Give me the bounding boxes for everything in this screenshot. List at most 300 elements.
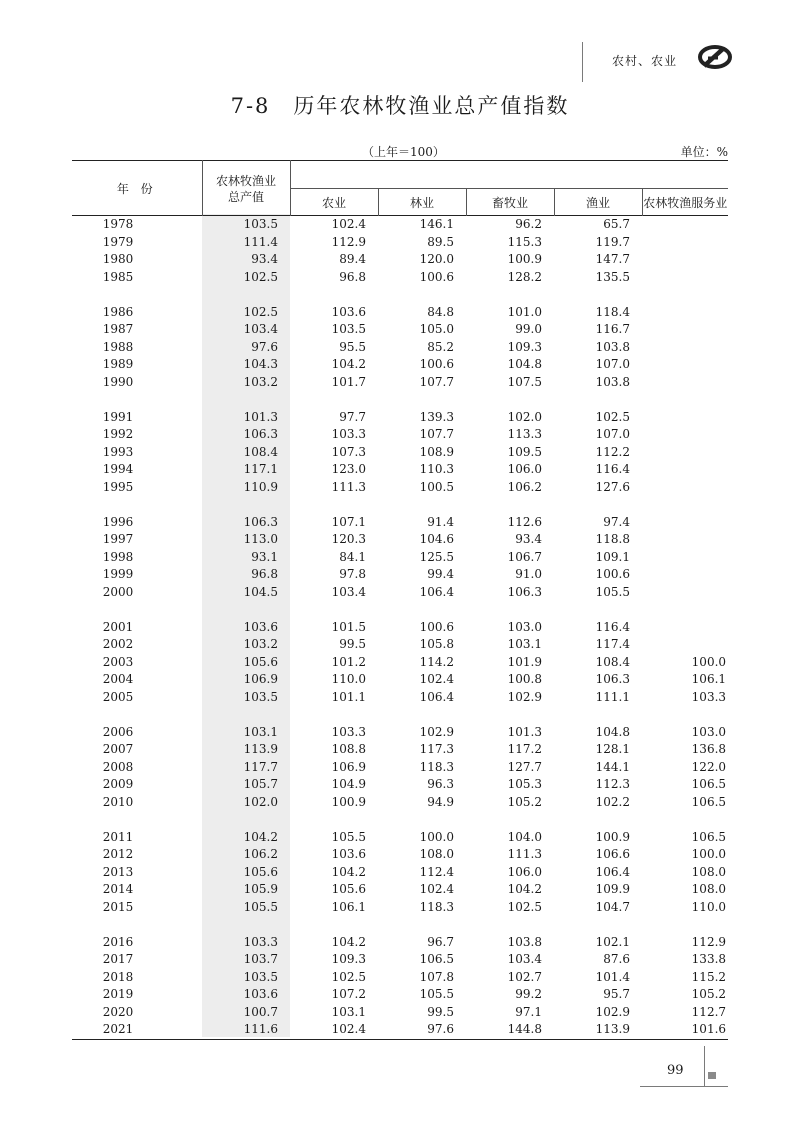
services-cell xyxy=(642,269,728,287)
forestry-cell: 100.6 xyxy=(419,357,454,371)
agriculture-cell: 103.4 xyxy=(331,584,366,599)
forestry-cell: 102.9 xyxy=(419,724,454,739)
fishery-cell: 118.8 xyxy=(595,532,630,546)
forestry-cell: 105.5 xyxy=(419,987,454,1001)
table-row xyxy=(72,1021,728,1039)
services-cell xyxy=(642,514,728,532)
footer-separator xyxy=(704,1046,705,1086)
table-row xyxy=(72,934,728,952)
services-cell: 110.0 xyxy=(691,899,727,914)
services-cell: 112.7 xyxy=(691,1004,727,1019)
total-cell: 102.5 xyxy=(243,269,278,284)
table-row xyxy=(72,356,728,374)
year-cell: 1986 xyxy=(102,304,134,319)
services-cell xyxy=(642,409,728,427)
forestry-cell: 106.5 xyxy=(419,952,454,966)
forestry-cell: 91.4 xyxy=(427,514,454,529)
fishery-cell: 102.5 xyxy=(595,409,630,424)
table-row xyxy=(72,1004,728,1022)
animal-husbandry-cell: 103.4 xyxy=(507,952,542,966)
forestry-cell: 94.9 xyxy=(427,794,454,809)
table-row xyxy=(72,829,728,847)
total-cell: 106.2 xyxy=(243,847,278,861)
year-cell: 2012 xyxy=(102,847,134,861)
forestry-cell: 107.7 xyxy=(419,427,454,441)
services-cell xyxy=(642,374,728,392)
animal-husbandry-cell: 103.1 xyxy=(507,637,542,651)
agriculture-cell: 109.3 xyxy=(331,952,366,966)
forestry-cell: 106.4 xyxy=(419,689,454,704)
index-table-container xyxy=(72,160,728,1040)
fishery-cell: 102.1 xyxy=(595,934,630,949)
services-cell xyxy=(642,321,728,339)
table-row xyxy=(72,321,728,339)
animal-husbandry-cell: 102.5 xyxy=(507,899,542,914)
agriculture-cell: 106.9 xyxy=(331,759,366,774)
services-cell: 136.8 xyxy=(691,742,727,756)
services-cell xyxy=(642,531,728,549)
services-header: 农林牧渔服务业 xyxy=(642,189,728,216)
forestry-cell: 117.3 xyxy=(419,742,454,756)
total-cell: 105.9 xyxy=(243,882,278,896)
total-cell: 105.6 xyxy=(243,864,278,879)
forestry-cell: 139.3 xyxy=(419,409,454,424)
animal-husbandry-cell: 102.9 xyxy=(507,689,542,704)
forestry-cell: 108.9 xyxy=(419,444,454,459)
services-cell xyxy=(642,566,728,584)
year-cell: 2010 xyxy=(102,794,134,809)
table-row xyxy=(72,444,728,462)
animal-husbandry-cell: 96.2 xyxy=(515,217,542,231)
agriculture-cell: 104.2 xyxy=(331,934,366,949)
agriculture-cell: 101.5 xyxy=(331,619,366,634)
total-cell: 97.6 xyxy=(251,339,278,354)
forestry-cell: 105.8 xyxy=(419,637,454,651)
page-marker-icon xyxy=(708,1072,716,1079)
table-row xyxy=(72,969,728,987)
services-cell: 100.0 xyxy=(691,654,727,669)
table-row xyxy=(72,759,728,777)
agriculture-cell: 104.2 xyxy=(331,864,366,879)
total-cell: 111.6 xyxy=(202,1021,290,1039)
total-cell: 105.7 xyxy=(243,777,278,791)
animal-husbandry-cell: 106.3 xyxy=(507,584,542,599)
animal-husbandry-cell: 101.3 xyxy=(507,724,542,739)
year-cell: 2009 xyxy=(102,777,134,791)
agriculture-cell: 103.1 xyxy=(331,1004,366,1019)
header-spacer xyxy=(290,161,728,189)
total-cell: 103.2 xyxy=(243,374,278,389)
services-cell: 112.9 xyxy=(691,934,727,949)
table-row xyxy=(72,671,728,689)
year-cell: 1994 xyxy=(102,462,134,476)
total-cell: 117.1 xyxy=(243,462,278,476)
total-cell: 104.2 xyxy=(243,829,278,844)
forestry-cell: 146.1 xyxy=(419,217,454,231)
total-cell: 106.9 xyxy=(243,672,278,686)
year-cell: 1996 xyxy=(102,514,134,529)
year-cell: 2006 xyxy=(102,724,134,739)
total-cell: 103.2 xyxy=(243,637,278,651)
table-title: 7-8 历年农林牧渔业总产值指数 xyxy=(230,94,570,118)
total-cell: 104.3 xyxy=(243,357,278,371)
agriculture-cell: 89.4 xyxy=(339,252,366,266)
year-cell: 2016 xyxy=(102,934,134,949)
fishery-cell: 128.1 xyxy=(595,742,630,756)
total-cell: 103.5 xyxy=(243,969,278,984)
total-cell: 102.0 xyxy=(243,794,278,809)
total-cell: 103.7 xyxy=(243,952,278,966)
table-row xyxy=(72,374,728,392)
table-row xyxy=(72,234,728,252)
fishery-cell: 116.4 xyxy=(595,462,630,476)
table-row xyxy=(72,654,728,672)
services-cell: 106.5 xyxy=(691,794,727,809)
forestry-cell: 100.6 xyxy=(419,619,454,634)
fishery-cell: 87.6 xyxy=(603,952,630,966)
agriculture-cell: 103.6 xyxy=(331,304,366,319)
agriculture-cell: 102.5 xyxy=(331,969,366,984)
group-spacer xyxy=(72,706,728,724)
fishery-cell: 113.9 xyxy=(554,1021,642,1039)
fishery-cell: 104.7 xyxy=(595,899,630,914)
forestry-cell: 105.0 xyxy=(419,322,454,336)
agriculture-cell: 105.5 xyxy=(331,829,366,844)
services-cell: 122.0 xyxy=(691,759,727,774)
total-cell: 106.3 xyxy=(243,514,278,529)
agriculture-cell: 99.5 xyxy=(339,637,366,651)
forestry-cell: 102.4 xyxy=(419,672,454,686)
total-cell: 93.4 xyxy=(251,252,278,266)
year-cell: 2017 xyxy=(102,952,134,966)
year-cell: 1993 xyxy=(102,444,134,459)
services-cell xyxy=(642,426,728,444)
fishery-cell: 97.4 xyxy=(603,514,630,529)
year-cell: 2014 xyxy=(102,882,134,896)
total-cell: 104.5 xyxy=(243,584,278,599)
year-cell: 1989 xyxy=(102,357,134,371)
animal-husbandry-cell: 128.2 xyxy=(507,269,542,284)
agriculture-cell: 107.3 xyxy=(331,444,366,459)
fishery-cell: 105.5 xyxy=(595,584,630,599)
agriculture-cell: 111.3 xyxy=(331,479,366,494)
table-row xyxy=(72,881,728,899)
services-cell: 103.0 xyxy=(691,724,727,739)
group-spacer xyxy=(72,496,728,514)
services-cell xyxy=(642,251,728,269)
forestry-cell: 120.0 xyxy=(419,252,454,266)
agriculture-cell: 110.0 xyxy=(331,672,366,686)
animal-husbandry-cell: 106.0 xyxy=(507,462,542,476)
forestry-cell: 107.8 xyxy=(419,969,454,984)
table-row xyxy=(72,426,728,444)
total-cell: 113.0 xyxy=(243,532,278,546)
table-row xyxy=(72,776,728,794)
forestry-cell: 104.6 xyxy=(419,532,454,546)
forestry-header: 林业 xyxy=(378,189,466,216)
animal-husbandry-cell: 91.0 xyxy=(515,567,542,581)
agriculture-cell: 120.3 xyxy=(331,532,366,546)
agriculture-cell: 103.5 xyxy=(331,322,366,336)
table-row xyxy=(72,549,728,567)
table-row xyxy=(72,479,728,497)
agriculture-cell: 103.3 xyxy=(331,724,366,739)
year-cell: 1987 xyxy=(102,322,134,336)
total-header-line2: 总产值 xyxy=(227,190,264,204)
total-cell: 106.3 xyxy=(243,427,278,441)
agriculture-cell: 107.1 xyxy=(331,514,366,529)
agriculture-header: 农业 xyxy=(290,189,378,216)
table-row xyxy=(72,689,728,707)
unit-label: 单位：% xyxy=(680,145,728,159)
fishery-cell: 107.0 xyxy=(595,357,630,371)
fishery-cell: 144.1 xyxy=(595,759,630,774)
animal-husbandry-cell: 107.5 xyxy=(507,374,542,389)
animal-husbandry-cell: 103.0 xyxy=(507,619,542,634)
fishery-cell: 135.5 xyxy=(595,269,630,284)
year-cell: 2015 xyxy=(102,899,134,914)
agriculture-cell: 102.4 xyxy=(331,217,366,231)
year-cell: 2001 xyxy=(102,619,134,634)
total-cell: 103.4 xyxy=(243,322,278,336)
animal-husbandry-cell: 93.4 xyxy=(515,532,542,546)
services-cell: 106.5 xyxy=(691,829,727,844)
year-cell: 2004 xyxy=(102,672,134,686)
animal-husbandry-cell: 97.1 xyxy=(515,1004,542,1019)
total-cell: 100.7 xyxy=(243,1004,278,1019)
animal-husbandry-cell: 106.0 xyxy=(507,864,542,879)
animal-husbandry-cell: 111.3 xyxy=(507,847,542,861)
year-cell: 1992 xyxy=(102,427,134,441)
fishery-cell: 119.7 xyxy=(595,234,630,249)
fishery-cell: 117.4 xyxy=(595,637,630,651)
agriculture-cell: 103.3 xyxy=(331,427,366,441)
agriculture-cell: 101.2 xyxy=(331,654,366,669)
year-cell: 2019 xyxy=(102,987,134,1001)
fishery-cell: 127.6 xyxy=(595,479,630,494)
table-row xyxy=(72,269,728,287)
animal-husbandry-cell: 104.8 xyxy=(507,357,542,371)
services-cell xyxy=(642,636,728,654)
agriculture-cell: 107.2 xyxy=(331,987,366,1001)
table-row xyxy=(72,251,728,269)
group-spacer xyxy=(72,391,728,409)
total-cell: 103.6 xyxy=(243,987,278,1001)
year-cell: 2021 xyxy=(72,1021,202,1039)
services-cell xyxy=(642,461,728,479)
fishery-cell: 112.2 xyxy=(595,444,630,459)
statistics-logo-icon xyxy=(698,44,732,70)
table-row xyxy=(72,304,728,322)
total-cell: 105.5 xyxy=(243,899,278,914)
total-cell: 93.1 xyxy=(251,549,278,564)
services-cell xyxy=(642,216,728,234)
animal-husbandry-cell: 99.0 xyxy=(515,322,542,336)
total-cell: 102.5 xyxy=(243,304,278,319)
total-cell: 101.3 xyxy=(243,409,278,424)
services-cell xyxy=(642,234,728,252)
animal-husbandry-cell: 105.2 xyxy=(507,794,542,809)
total-cell: 96.8 xyxy=(251,567,278,581)
forestry-cell: 114.2 xyxy=(419,654,454,669)
forestry-cell: 97.6 xyxy=(378,1021,466,1039)
services-cell xyxy=(642,356,728,374)
agriculture-cell: 97.7 xyxy=(339,409,366,424)
forestry-cell: 102.4 xyxy=(419,882,454,896)
table-body xyxy=(72,216,728,1040)
animal-husbandry-cell: 101.0 xyxy=(507,304,542,319)
table-row xyxy=(72,846,728,864)
year-cell: 1991 xyxy=(102,409,134,424)
year-cell: 2020 xyxy=(102,1004,134,1019)
agriculture-cell: 108.8 xyxy=(331,742,366,756)
forestry-cell: 100.6 xyxy=(419,269,454,284)
fishery-cell: 106.4 xyxy=(595,864,630,879)
table-row xyxy=(72,986,728,1004)
forestry-cell: 118.3 xyxy=(419,899,454,914)
agriculture-cell: 102.4 xyxy=(290,1021,378,1039)
fishery-cell: 103.8 xyxy=(595,374,630,389)
table-row xyxy=(72,636,728,654)
forestry-cell: 96.3 xyxy=(427,777,454,791)
agriculture-cell: 100.9 xyxy=(331,794,366,809)
total-cell: 110.9 xyxy=(243,479,278,494)
year-cell: 1990 xyxy=(102,374,134,389)
forestry-cell: 106.4 xyxy=(419,584,454,599)
animal-husbandry-cell: 106.2 xyxy=(507,479,542,494)
table-row xyxy=(72,794,728,812)
services-cell xyxy=(642,479,728,497)
services-cell xyxy=(642,549,728,567)
agriculture-cell: 96.8 xyxy=(339,269,366,284)
year-cell: 1998 xyxy=(102,549,134,564)
fishery-cell: 106.6 xyxy=(595,847,630,861)
services-cell: 115.2 xyxy=(691,969,727,984)
forestry-cell: 107.7 xyxy=(419,374,454,389)
animal-husbandry-cell: 115.3 xyxy=(507,234,542,249)
table-row xyxy=(72,409,728,427)
table-row xyxy=(72,951,728,969)
services-cell xyxy=(642,444,728,462)
table-row xyxy=(72,899,728,917)
fishery-cell: 147.7 xyxy=(595,252,630,266)
year-cell: 1985 xyxy=(102,269,134,284)
fishery-cell: 118.4 xyxy=(595,304,630,319)
forestry-cell: 84.8 xyxy=(427,304,454,319)
forestry-cell: 112.4 xyxy=(419,864,454,879)
total-cell: 103.5 xyxy=(243,689,278,704)
animal-husbandry-cell: 99.2 xyxy=(515,987,542,1001)
year-cell: 2000 xyxy=(102,584,134,599)
forestry-cell: 100.5 xyxy=(419,479,454,494)
animal-husbandry-cell: 127.7 xyxy=(507,759,542,774)
table-row xyxy=(72,584,728,602)
total-cell: 103.3 xyxy=(243,934,278,949)
agriculture-cell: 123.0 xyxy=(331,462,366,476)
year-cell: 2008 xyxy=(102,759,134,774)
total-cell: 103.1 xyxy=(243,724,278,739)
group-spacer xyxy=(72,601,728,619)
animal-husbandry-cell: 100.8 xyxy=(507,672,542,686)
fishery-cell: 111.1 xyxy=(595,689,630,704)
year-cell: 2013 xyxy=(102,864,134,879)
fishery-cell: 102.9 xyxy=(595,1004,630,1019)
forestry-cell: 108.0 xyxy=(419,847,454,861)
year-cell: 1997 xyxy=(102,532,134,546)
fishery-cell: 109.1 xyxy=(595,549,630,564)
total-header-line1: 农林牧渔业 xyxy=(215,174,276,188)
forestry-cell: 96.7 xyxy=(427,934,454,949)
animal-husbandry-cell: 144.8 xyxy=(466,1021,554,1039)
table-row xyxy=(72,741,728,759)
agriculture-cell: 101.1 xyxy=(331,689,366,704)
services-cell: 105.2 xyxy=(691,987,727,1001)
fishery-header: 渔业 xyxy=(554,189,642,216)
year-cell: 2003 xyxy=(102,654,134,669)
forestry-cell: 99.4 xyxy=(427,567,454,581)
table-row xyxy=(72,724,728,742)
fishery-cell: 108.4 xyxy=(595,654,630,669)
total-cell: 108.4 xyxy=(243,444,278,459)
animal-husbandry-cell: 104.0 xyxy=(507,829,542,844)
header-separator xyxy=(582,42,583,82)
year-cell: 1979 xyxy=(102,234,134,249)
animal-husbandry-cell: 104.2 xyxy=(507,882,542,896)
table-row xyxy=(72,339,728,357)
animal-husbandry-cell: 101.9 xyxy=(507,654,542,669)
animal-husbandry-cell: 109.5 xyxy=(507,444,542,459)
animal-husbandry-cell: 117.2 xyxy=(507,742,542,756)
year-cell: 1995 xyxy=(102,479,134,494)
animal-husbandry-cell: 103.8 xyxy=(507,934,542,949)
fishery-cell: 65.7 xyxy=(603,217,630,231)
total-cell: 103.6 xyxy=(243,619,278,634)
services-cell xyxy=(642,304,728,322)
animal-husbandry-cell: 113.3 xyxy=(507,427,542,441)
group-spacer xyxy=(72,286,728,304)
agriculture-cell: 104.2 xyxy=(331,357,366,371)
services-cell: 106.5 xyxy=(691,777,727,791)
animal-husbandry-cell: 105.3 xyxy=(507,777,542,791)
year-cell: 1988 xyxy=(102,339,134,354)
agriculture-cell: 105.6 xyxy=(331,882,366,896)
year-cell: 2018 xyxy=(102,969,134,984)
agriculture-cell: 97.8 xyxy=(339,567,366,581)
services-cell: 103.3 xyxy=(691,689,727,704)
table-row xyxy=(72,531,728,549)
year-cell: 2005 xyxy=(102,689,134,704)
table-row xyxy=(72,461,728,479)
fishery-cell: 104.8 xyxy=(595,724,630,739)
services-cell: 133.8 xyxy=(691,952,727,966)
animal-husbandry-cell: 102.7 xyxy=(507,969,542,984)
group-spacer xyxy=(72,811,728,829)
fishery-cell: 101.4 xyxy=(595,969,630,984)
year-cell: 1980 xyxy=(102,252,134,266)
total-cell: 103.5 xyxy=(243,217,278,231)
fishery-cell: 107.0 xyxy=(595,427,630,441)
services-cell: 108.0 xyxy=(691,882,727,896)
fishery-cell: 100.9 xyxy=(595,829,630,844)
fishery-cell: 103.8 xyxy=(595,339,630,354)
animal-husbandry-cell: 100.9 xyxy=(507,252,542,266)
year-header: 年 份 xyxy=(72,161,202,216)
fishery-cell: 106.3 xyxy=(595,672,630,686)
agriculture-cell: 84.1 xyxy=(339,549,366,564)
fishery-cell: 100.6 xyxy=(595,567,630,581)
total-cell: 111.4 xyxy=(243,234,278,249)
footer-rule xyxy=(640,1086,728,1087)
